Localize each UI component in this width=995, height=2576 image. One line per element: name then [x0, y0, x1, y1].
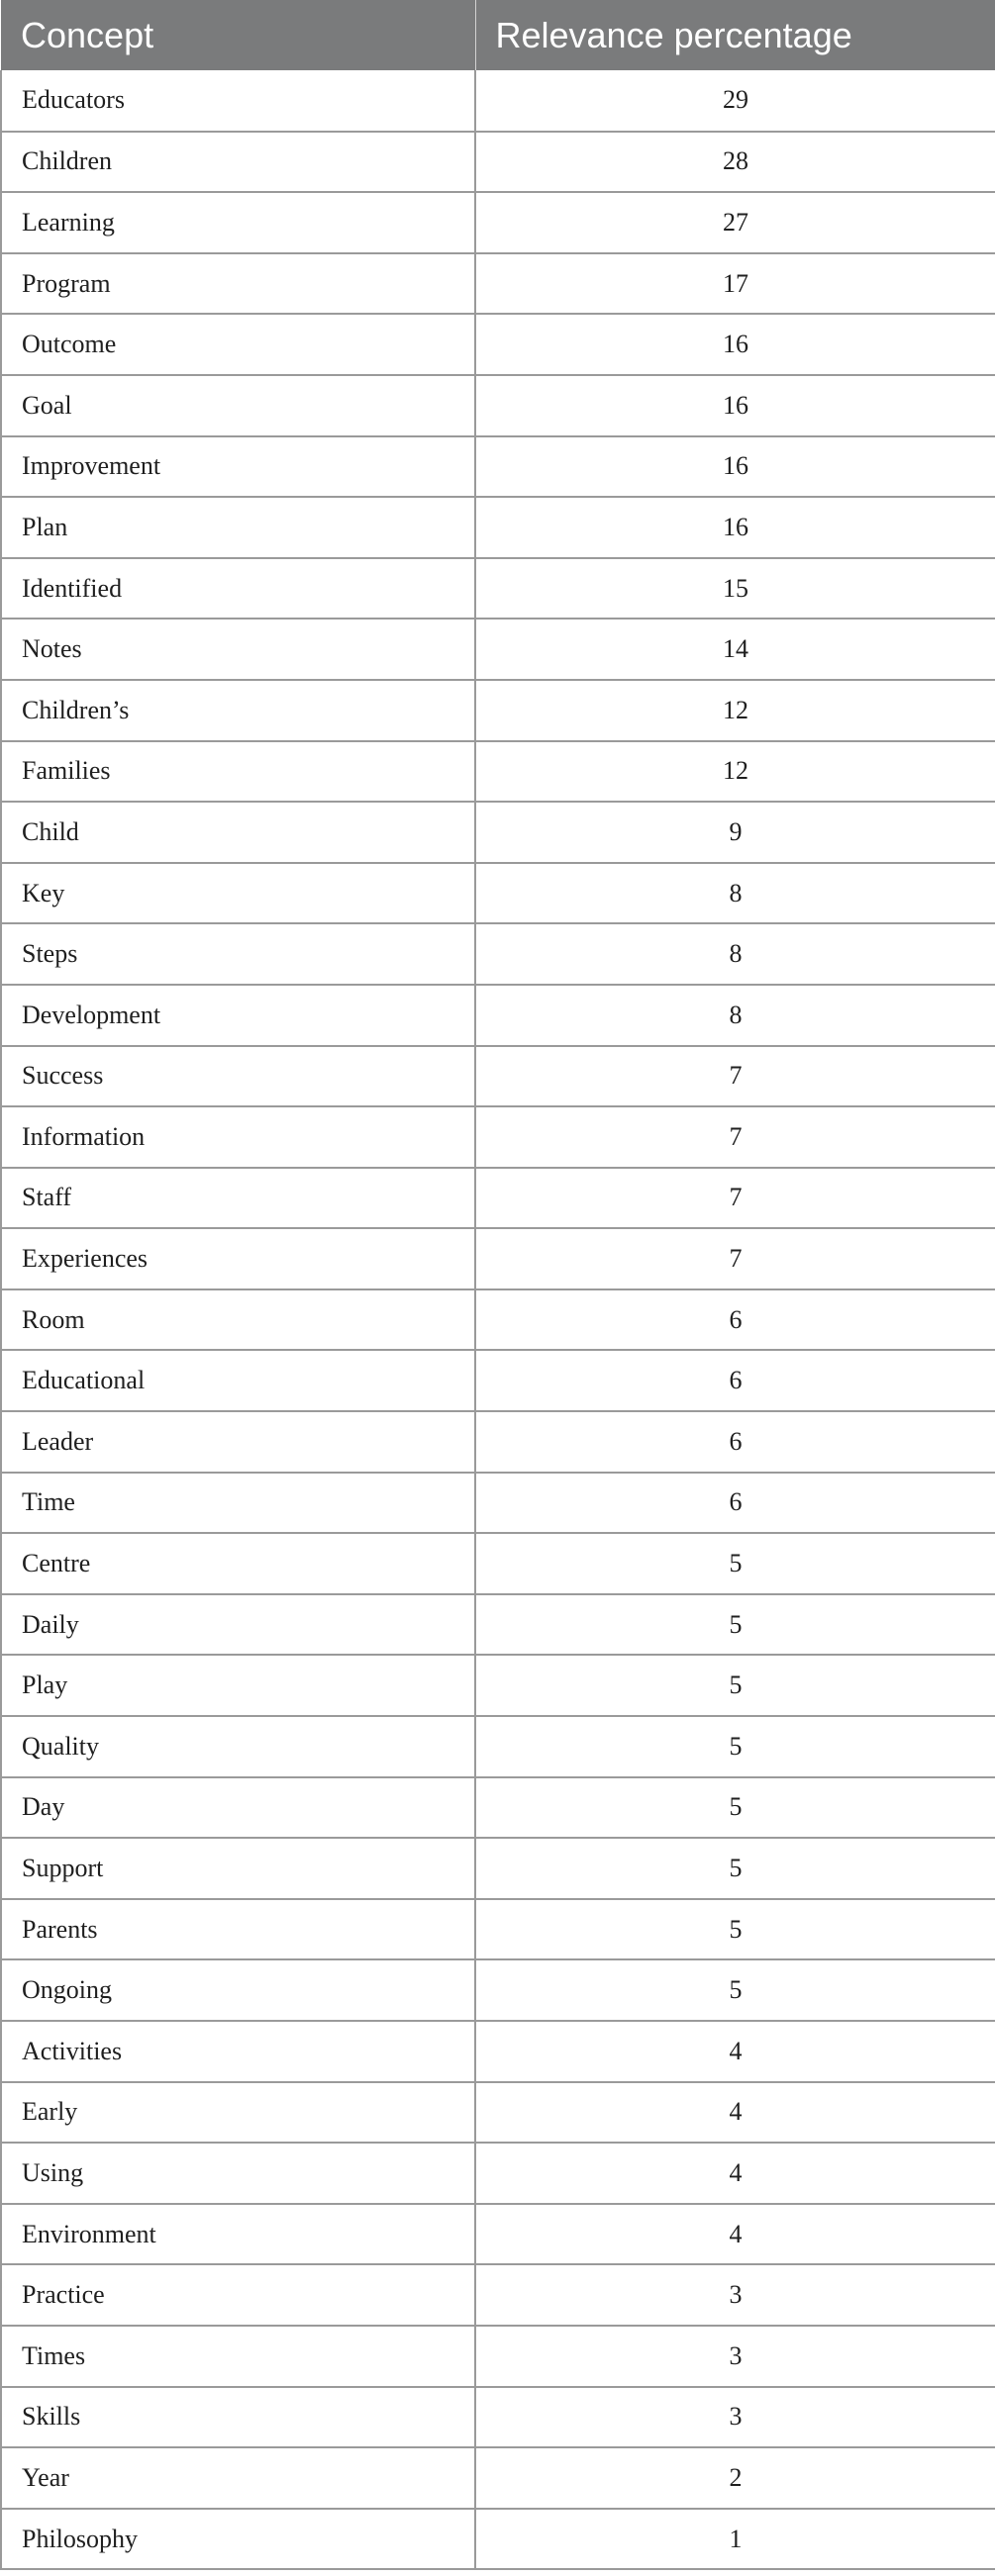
relevance-percentage-cell: 12 — [475, 741, 995, 803]
concept-cell: Families — [1, 741, 475, 803]
relevance-percentage-cell: 4 — [475, 2143, 995, 2204]
table-row — [1, 1168, 995, 1229]
concept-cell: Plan — [1, 497, 475, 558]
concept-cell: Centre — [1, 1533, 475, 1594]
relevance-percentage-cell: 5 — [475, 1777, 995, 1839]
table-row — [1, 1228, 995, 1289]
concept-cell: Day — [1, 1777, 475, 1839]
concept-cell: Environment — [1, 2204, 475, 2265]
relevance-percentage-cell: 6 — [475, 1411, 995, 1473]
relevance-percentage-cell: 4 — [475, 2021, 995, 2082]
relevance-percentage-cell: 6 — [475, 1473, 995, 1534]
relevance-percentage-cell: 5 — [475, 1716, 995, 1777]
concept-cell: Philosophy — [1, 2509, 475, 2570]
concept-cell: Practice — [1, 2264, 475, 2326]
relevance-percentage-cell: 29 — [475, 70, 995, 132]
relevance-percentage-cell: 5 — [475, 1655, 995, 1716]
table-row — [1, 314, 995, 375]
table-row — [1, 497, 995, 558]
table-row — [1, 985, 995, 1046]
relevance-percentage-cell: 8 — [475, 985, 995, 1046]
table-row — [1, 1533, 995, 1594]
table-row — [1, 741, 995, 803]
concept-cell: Information — [1, 1106, 475, 1168]
concept-cell: Early — [1, 2082, 475, 2144]
concept-cell: Development — [1, 985, 475, 1046]
relevance-percentage-cell: 7 — [475, 1106, 995, 1168]
relevance-percentage-cell: 16 — [475, 436, 995, 498]
table-row — [1, 2387, 995, 2448]
table-row — [1, 2509, 995, 2570]
table-row — [1, 436, 995, 498]
relevance-percentage-cell: 9 — [475, 802, 995, 863]
concept-cell: Key — [1, 863, 475, 924]
concept-cell: Leader — [1, 1411, 475, 1473]
relevance-percentage-cell: 3 — [475, 2387, 995, 2448]
table-row — [1, 1046, 995, 1107]
header-concept: Concept — [1, 0, 475, 70]
relevance-percentage-cell: 17 — [475, 253, 995, 315]
relevance-percentage-cell: 4 — [475, 2204, 995, 2265]
relevance-percentage-cell: 3 — [475, 2326, 995, 2387]
relevance-percentage-cell: 3 — [475, 2264, 995, 2326]
table-row — [1, 1838, 995, 1899]
table-row — [1, 2204, 995, 2265]
concept-cell: Children’s — [1, 680, 475, 741]
relevance-percentage-cell: 5 — [475, 1533, 995, 1594]
table-row — [1, 2082, 995, 2144]
table-row — [1, 1716, 995, 1777]
table-row — [1, 1777, 995, 1839]
relevance-percentage-cell: 28 — [475, 132, 995, 193]
header-relevance-percentage: Relevance percentage — [475, 0, 995, 70]
concept-cell: Play — [1, 1655, 475, 1716]
table-row — [1, 1106, 995, 1168]
relevance-percentage-cell: 12 — [475, 680, 995, 741]
concept-cell: Improvement — [1, 436, 475, 498]
table-row — [1, 1655, 995, 1716]
table-row — [1, 1959, 995, 2021]
table-row — [1, 2143, 995, 2204]
relevance-percentage-cell: 7 — [475, 1046, 995, 1107]
table-header — [1, 0, 995, 70]
concept-cell: Learning — [1, 192, 475, 253]
table-row — [1, 2447, 995, 2509]
concept-cell: Program — [1, 253, 475, 315]
concept-cell: Times — [1, 2326, 475, 2387]
table-row — [1, 1289, 995, 1351]
table-row — [1, 923, 995, 985]
table-row — [1, 1473, 995, 1534]
concept-cell: Time — [1, 1473, 475, 1534]
relevance-percentage-cell: 15 — [475, 558, 995, 620]
relevance-percentage-cell: 7 — [475, 1228, 995, 1289]
relevance-percentage-cell: 16 — [475, 497, 995, 558]
concept-cell: Activities — [1, 2021, 475, 2082]
table-row — [1, 375, 995, 436]
table-row — [1, 70, 995, 132]
concept-cell: Support — [1, 1838, 475, 1899]
concept-cell: Notes — [1, 619, 475, 680]
table-row — [1, 1411, 995, 1473]
concept-cell: Year — [1, 2447, 475, 2509]
concept-cell: Skills — [1, 2387, 475, 2448]
relevance-percentage-cell: 16 — [475, 314, 995, 375]
table-body — [1, 70, 995, 2569]
relevance-percentage-cell: 2 — [475, 2447, 995, 2509]
relevance-percentage-cell: 7 — [475, 1168, 995, 1229]
table-row — [1, 802, 995, 863]
concept-cell: Experiences — [1, 1228, 475, 1289]
relevance-percentage-cell: 6 — [475, 1289, 995, 1351]
concept-cell: Steps — [1, 923, 475, 985]
concept-cell: Children — [1, 132, 475, 193]
concept-cell: Parents — [1, 1899, 475, 1960]
concept-cell: Educational — [1, 1350, 475, 1411]
concept-cell: Success — [1, 1046, 475, 1107]
table-row — [1, 2021, 995, 2082]
relevance-percentage-cell: 27 — [475, 192, 995, 253]
concept-cell: Goal — [1, 375, 475, 436]
table-row — [1, 863, 995, 924]
concept-cell: Using — [1, 2143, 475, 2204]
relevance-percentage-cell: 1 — [475, 2509, 995, 2570]
table-row — [1, 680, 995, 741]
relevance-percentage-cell: 4 — [475, 2082, 995, 2144]
concept-cell: Child — [1, 802, 475, 863]
table-row — [1, 192, 995, 253]
table-row — [1, 253, 995, 315]
relevance-percentage-cell: 14 — [475, 619, 995, 680]
table-row — [1, 1350, 995, 1411]
table-row — [1, 619, 995, 680]
relevance-percentage-cell: 5 — [475, 1838, 995, 1899]
table-row — [1, 2326, 995, 2387]
relevance-percentage-cell: 6 — [475, 1350, 995, 1411]
table-row — [1, 558, 995, 620]
relevance-percentage-cell: 5 — [475, 1594, 995, 1656]
concept-cell: Daily — [1, 1594, 475, 1656]
concept-cell: Ongoing — [1, 1959, 475, 2021]
concept-cell: Identified — [1, 558, 475, 620]
table-row — [1, 2264, 995, 2326]
table-row — [1, 1594, 995, 1656]
table-row — [1, 1899, 995, 1960]
concept-cell: Educators — [1, 70, 475, 132]
relevance-percentage-cell: 8 — [475, 923, 995, 985]
relevance-percentage-cell: 5 — [475, 1899, 995, 1960]
relevance-percentage-cell: 8 — [475, 863, 995, 924]
concept-cell: Quality — [1, 1716, 475, 1777]
header-row — [1, 0, 995, 70]
table-row — [1, 132, 995, 193]
relevance-percentage-cell: 16 — [475, 375, 995, 436]
concept-cell: Outcome — [1, 314, 475, 375]
relevance-percentage-cell: 5 — [475, 1959, 995, 2021]
concept-cell: Staff — [1, 1168, 475, 1229]
concept-cell: Room — [1, 1289, 475, 1351]
